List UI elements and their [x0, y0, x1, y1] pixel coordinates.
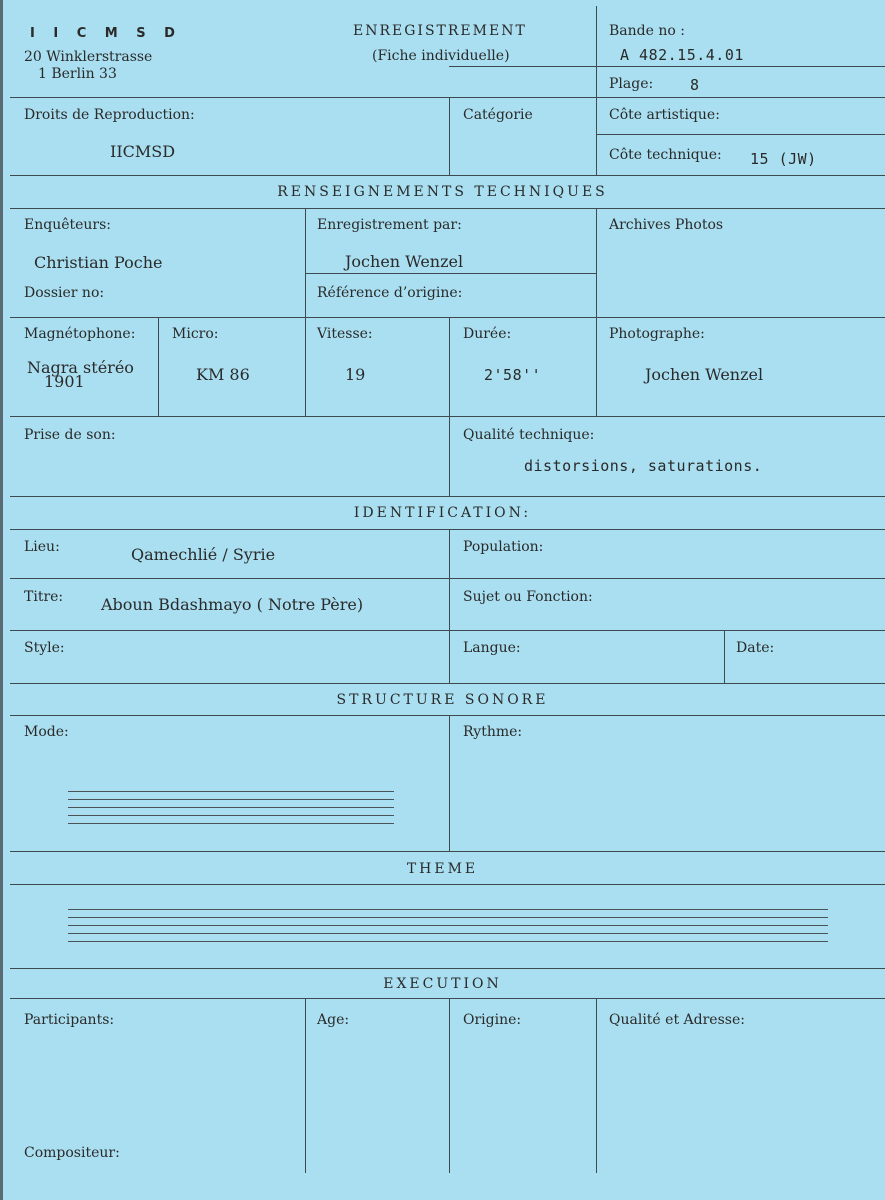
line-header-bottom — [10, 97, 885, 98]
vitesse-value: 19 — [345, 365, 366, 384]
line-struct-title-bottom — [10, 715, 885, 716]
plage-value: 8 — [690, 76, 700, 94]
line-style-bottom — [10, 683, 885, 684]
vline-age — [305, 998, 306, 1173]
vline-qualite-adresse — [596, 998, 597, 1173]
vline-micro — [158, 317, 159, 416]
line-prise-bottom — [10, 496, 885, 497]
line-ident-title-bottom — [10, 529, 885, 530]
address-line-2: 1 Berlin 33 — [38, 66, 117, 82]
photographe-label: Photographe: — [609, 326, 705, 342]
archives-photos-label: Archives Photos — [609, 217, 724, 233]
org-logo-text: I I C M S D — [30, 26, 182, 41]
line-tech-title-bottom — [10, 208, 885, 209]
compositeur-label: Compositeur: — [24, 1145, 120, 1161]
section-title-identification: IDENTIFICATION: — [353, 505, 532, 521]
line-lieu-bottom — [10, 578, 885, 579]
line-rights-bottom — [10, 175, 885, 176]
population-label: Population: — [463, 539, 544, 555]
droits-value: IICMSD — [110, 142, 176, 161]
titre-label: Titre: — [24, 589, 64, 605]
participants-label: Participants: — [24, 1012, 115, 1028]
cote-technique-value: 15 (JW) — [750, 150, 817, 168]
duree-value: 2'58'' — [484, 366, 542, 384]
vline-date — [724, 630, 725, 683]
origine-label: Origine: — [463, 1012, 522, 1028]
line-exec-title-bottom — [10, 998, 885, 999]
line-theme-bottom — [10, 968, 885, 969]
date-label: Date: — [736, 640, 775, 656]
line-enreg-split — [305, 273, 596, 274]
vline-origine — [449, 998, 450, 1173]
magnetophone-value-2: 1901 — [44, 372, 85, 391]
vline-rythme — [449, 715, 450, 851]
droits-label: Droits de Reproduction: — [24, 107, 195, 123]
line-bande-split — [449, 66, 599, 67]
form-title: ENREGISTREMENT — [353, 23, 527, 39]
titre-value: Aboun Bdashmayo ( Notre Père) — [101, 595, 364, 614]
photographe-value: Jochen Wenzel — [645, 365, 764, 384]
section-title-execution: EXECUTION — [383, 976, 502, 992]
qualite-technique-value: distorsions, saturations. — [524, 457, 763, 475]
duree-label: Durée: — [463, 326, 512, 342]
plage-label: Plage: — [609, 76, 654, 92]
cote-artistique-label: Côte artistique: — [609, 107, 720, 123]
lieu-label: Lieu: — [24, 539, 60, 555]
magnetophone-value-1: Nagra stéréo — [27, 358, 134, 377]
cote-technique-label: Côte technique: — [609, 147, 722, 163]
form-subtitle: (Fiche individuelle) — [372, 48, 510, 64]
card-edge-shadow — [0, 0, 3, 1200]
vline-header-right — [596, 6, 597, 175]
bande-label: Bande no : — [609, 23, 685, 39]
section-title-theme: THEME — [406, 861, 479, 877]
enqueteurs-value: Christian Poche — [34, 253, 163, 272]
section-title-technical: RENSEIGNEMENTS TECHNIQUES — [277, 184, 608, 200]
magnetophone-label: Magnétophone: — [24, 326, 136, 342]
vline-categorie — [449, 97, 450, 175]
line-plage-top — [596, 66, 885, 67]
qualite-technique-label: Qualité technique: — [463, 427, 595, 443]
vline-tech-col2 — [305, 208, 306, 416]
line-equipment-bottom — [10, 416, 885, 417]
vline-tech-col4 — [596, 208, 597, 416]
enregistrement-par-value: Jochen Wenzel — [345, 252, 464, 271]
categorie-label: Catégorie — [463, 107, 533, 123]
prise-de-son-label: Prise de son: — [24, 427, 116, 443]
qualite-adresse-label: Qualité et Adresse: — [609, 1012, 745, 1028]
enqueteurs-label: Enquêteurs: — [24, 217, 112, 233]
vline-qualite — [449, 416, 450, 496]
mode-label: Mode: — [24, 724, 69, 740]
style-label: Style: — [24, 640, 65, 656]
enregistrement-par-label: Enregistrement par: — [317, 217, 462, 233]
line-mode-bottom — [10, 851, 885, 852]
vline-ident — [449, 529, 450, 683]
dossier-label: Dossier no: — [24, 285, 105, 301]
line-cote-split — [596, 134, 885, 135]
line-titre-bottom — [10, 630, 885, 631]
line-theme-title-bottom — [10, 884, 885, 885]
sujet-fonction-label: Sujet ou Fonction: — [463, 589, 593, 605]
age-label: Age: — [317, 1012, 350, 1028]
line-enqueteurs-bottom — [10, 317, 885, 318]
rythme-label: Rythme: — [463, 724, 523, 740]
section-title-structure: STRUCTURE SONORE — [336, 692, 549, 708]
micro-value: KM 86 — [196, 365, 250, 384]
micro-label: Micro: — [172, 326, 219, 342]
reference-label: Référence d’origine: — [317, 285, 463, 301]
langue-label: Langue: — [463, 640, 521, 656]
bande-value: A 482.15.4.01 — [620, 46, 744, 64]
lieu-value: Qamechlié / Syrie — [131, 545, 276, 564]
address-line-1: 20 Winklerstrasse — [24, 49, 153, 65]
vitesse-label: Vitesse: — [317, 326, 373, 342]
vline-duree — [449, 317, 450, 416]
